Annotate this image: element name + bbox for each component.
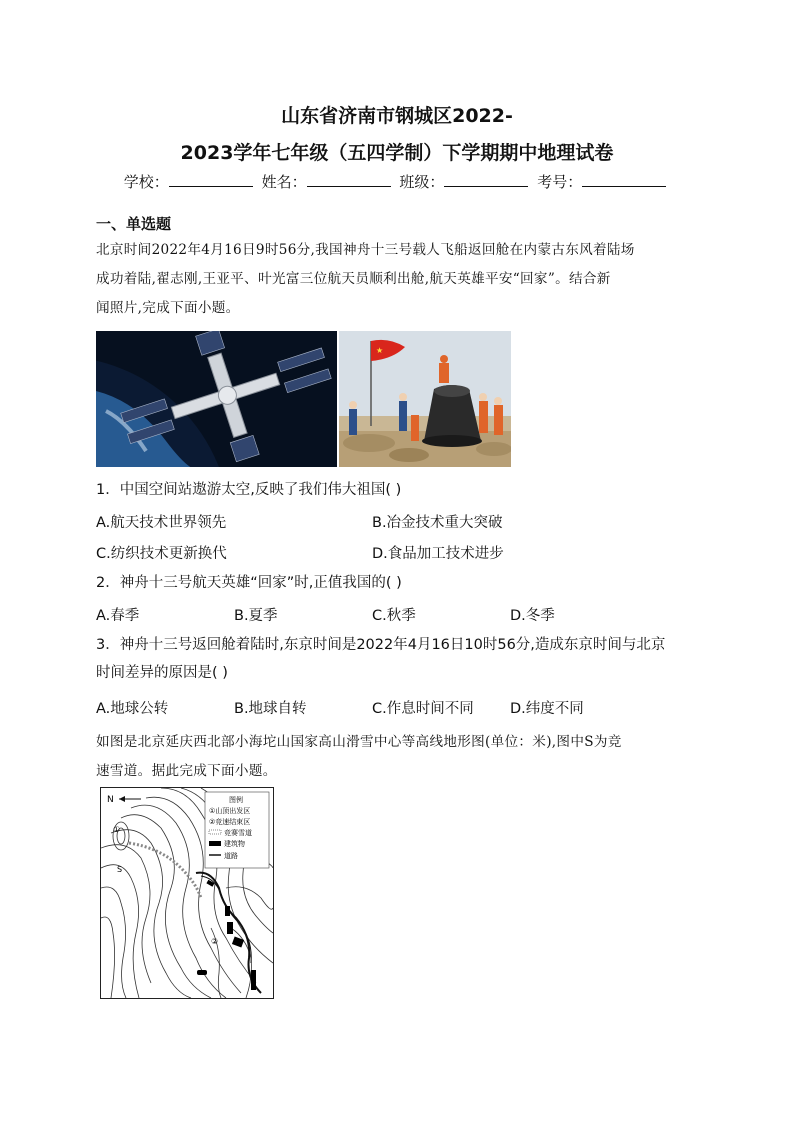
name-label: 姓名： [261, 173, 307, 191]
passage-2-line: 如图是北京延庆西北部小海坨山国家高山滑雪中心等高线地形图(单位：米),图中S为竞 [96, 734, 622, 750]
question-1-option-b[interactable]: B.冶金技术重大突破 [372, 515, 503, 531]
passage-1-line: 闻照片,完成下面小题。 [96, 300, 240, 316]
question-2-option-c[interactable]: C.秋季 [372, 608, 416, 624]
race-run-s-marker: S [117, 865, 123, 874]
question-1-option-d[interactable]: D.食品加工技术进步 [372, 546, 504, 562]
passage-2 [96, 728, 700, 786]
question-3-option-d[interactable]: D.纬度不同 [510, 701, 584, 717]
name-blank[interactable] [307, 174, 391, 187]
building-marker [206, 880, 214, 887]
question-2-option-b[interactable]: B.夏季 [234, 608, 278, 624]
exam-number-label: 考号： [537, 173, 583, 191]
question-3-stem [96, 631, 706, 687]
legend-road: 道路 [224, 852, 238, 860]
section-title: 一、单选题 [96, 215, 172, 233]
building-marker [251, 970, 256, 990]
exam-number-blank[interactable] [582, 174, 666, 187]
question-3-option-c[interactable]: C.作息时间不同 [372, 701, 474, 717]
legend-race-run: 竞赛雪道 [224, 829, 252, 837]
class-label: 班级： [399, 173, 445, 191]
landing-site-image [339, 331, 511, 467]
passage-2-line: 速雪道。据此完成下面小题。 [96, 763, 277, 779]
contour-map-graphic [101, 788, 273, 998]
building-marker [225, 906, 230, 916]
question-3-stem-line: 时间差异的原因是( ) [96, 665, 228, 681]
question-2-option-a[interactable]: A.春季 [96, 608, 140, 624]
contour-map [100, 787, 274, 999]
exam-title-line2: 2023学年七年级（五四学制）下学期期中地理试卷 [180, 142, 614, 164]
north-label: N [107, 795, 114, 805]
exam-title-line1: 山东省济南市钢城区2022- [281, 105, 513, 127]
building-marker [227, 922, 233, 934]
school-label: 学校： [123, 173, 169, 191]
passage-1-line: 成功着陆,翟志刚,王亚平、叶光富三位航天员顺利出舱,航天英雄平安“回家”。结合新 [96, 271, 611, 287]
space-station-image [96, 331, 337, 467]
finish-area-marker: ② [211, 937, 219, 946]
question-3-option-a[interactable]: A.地球公转 [96, 701, 169, 717]
landing-site-photo [339, 331, 511, 467]
question-1-option-a[interactable]: A.航天技术世界领先 [96, 515, 227, 531]
building-marker [197, 970, 207, 975]
school-blank[interactable] [169, 174, 253, 187]
passage-1-line: 北京时间2022年4月16日9时56分,我国神舟十三号载人飞船返回舱在内蒙古东风着陆场 [96, 242, 635, 258]
class-blank[interactable] [444, 174, 528, 187]
legend-building: 建筑物 [224, 840, 245, 848]
student-info-row [0, 171, 794, 192]
legend-start-area: ①山顶出发区 [209, 807, 251, 815]
question-3-stem-line: 3．神舟十三号返回舱着陆时,东京时间是2022年4月16日10时56分,造成东京时间与北京 [96, 637, 666, 653]
legend-finish-area: ②竞速结束区 [209, 818, 251, 826]
question-2-option-d[interactable]: D.冬季 [510, 608, 555, 624]
question-3-option-b[interactable]: B.地球自转 [234, 701, 307, 717]
svg-text:★: ★ [376, 346, 384, 355]
passage-1 [96, 236, 700, 323]
question-1-option-c[interactable]: C.纺织技术更新换代 [96, 546, 227, 562]
start-area-marker: ① [113, 825, 121, 834]
legend-building-icon [209, 841, 221, 846]
space-station-photo [96, 331, 337, 467]
question-1-stem: 1．中国空间站遨游太空,反映了我们伟大祖国( ) [96, 482, 402, 498]
legend-title: 图例 [229, 796, 243, 804]
question-2-stem: 2．神舟十三号航天英雄“回家”时,正值我国的( ) [96, 575, 402, 591]
